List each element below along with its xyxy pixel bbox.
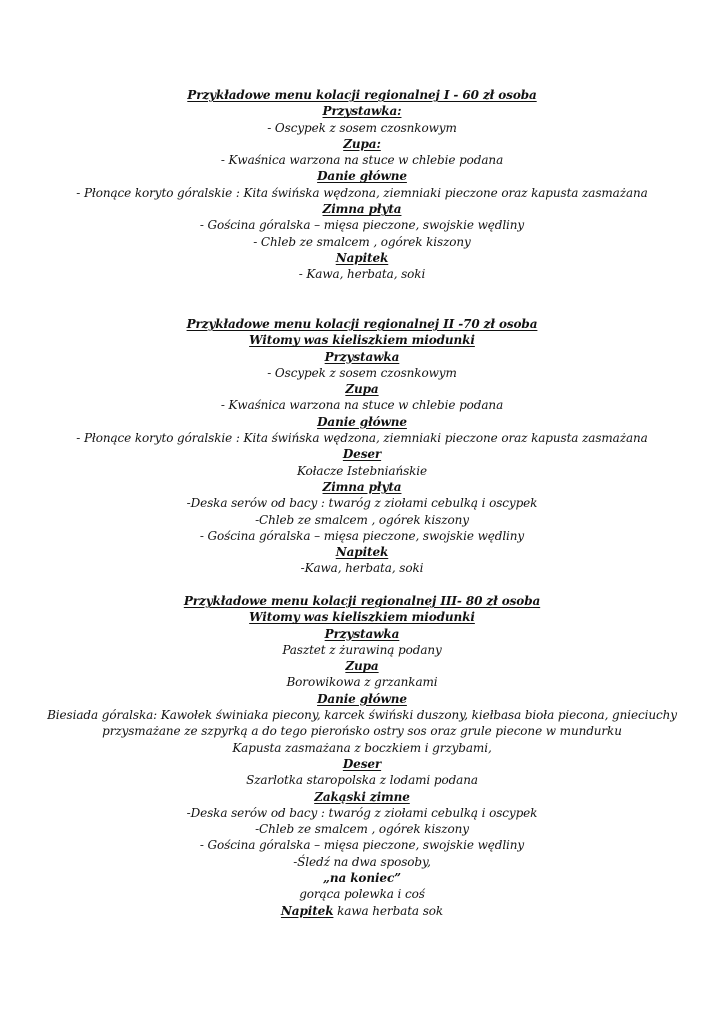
menu-heading: Zakąski zimne [314, 789, 410, 804]
menu-item: - Gościna góralska – mięsa pieczone, swojskie wędliny [199, 838, 525, 853]
menu-heading: Danie główne [317, 414, 407, 429]
menu-lines [0, 332, 724, 576]
menu-item: -Deska serów od bacy : twaróg z ziołami cebulką i oscypek [186, 805, 538, 820]
menu-heading: Witomy was kieliszkiem miodunki [249, 333, 475, 348]
menu-heading: Witomy was kieliszkiem miodunki [249, 610, 475, 625]
menu-item: -Chleb ze smalcem , ogórek kiszony [255, 512, 469, 527]
menu-item: - Kawa, herbata, soki [298, 267, 426, 282]
menu-heading [0, 903, 724, 919]
menu-title: Przykładowe menu kolacji regionalnej III- 80 zł osoba [183, 594, 541, 608]
menu-item: -Kawa, herbata, soki [300, 561, 424, 576]
menu-item: - Gościna góralska – mięsa pieczone, swojskie wędliny [199, 528, 525, 543]
menu-heading: Zimna płyta [322, 202, 402, 217]
menu-item: Szarlotka staropolska z lodami podana [246, 773, 478, 788]
menu-item: Biesiada góralska: Kawołek świniaka piecony, karcek świński duszony, kiełbasa bioła piecona, gnieciuchy przysmażane ze szpyrką a do tego pierońsko ostry sos oraz grule piecone w mundurku [47, 708, 677, 739]
menu-lines [0, 609, 724, 919]
menu-item: gorąca polewka i coś [299, 887, 425, 902]
menu-title: Przykładowe menu kolacji regionalnej I - 60 zł osoba [187, 88, 537, 102]
menu-heading: Zupa [345, 382, 379, 397]
menu-heading: Danie główne [317, 169, 407, 184]
menu-heading: Przystawka [324, 349, 400, 364]
menu-item: Kapusta zasmażana z boczkiem i grzybami, [232, 740, 492, 755]
menu-item: Pasztet z żurawiną podany [282, 642, 442, 657]
menu-item: - Oscypek z sosem czosnkowym [267, 120, 457, 135]
menu-heading-inline: Napitek [280, 903, 334, 918]
menu-heading: Napitek [335, 250, 389, 265]
menu-heading: „na koniec” [323, 871, 401, 886]
menu-title: Przykładowe menu kolacji regionalnej II -70 zł osoba [186, 317, 538, 331]
menu-heading: Przystawka [324, 626, 400, 641]
menu-heading: Danie główne [317, 691, 407, 706]
menu-heading: Zupa: [343, 136, 381, 151]
menu-heading: Przystawka: [322, 104, 402, 119]
menu-item: - Płonące koryto góralskie : Kita świńska wędzona, ziemniaki pieczone oraz kapusta zasmażana [76, 185, 648, 200]
menu-item: Borowikowa z grzankami [286, 675, 438, 690]
menu-item-inline: kawa herbata sok [333, 903, 444, 918]
menu-heading: Zimna płyta [322, 479, 402, 494]
menu-lines [0, 103, 724, 282]
menu-heading: Napitek [335, 545, 389, 560]
menu-item: -Chleb ze smalcem , ogórek kiszony [255, 822, 469, 837]
menu-section-1 [0, 87, 724, 283]
menu-item: - Gościna góralska – mięsa pieczone, swojskie wędliny [199, 218, 525, 233]
menu-section-3 [0, 593, 724, 919]
menu-item: - Oscypek z sosem czosnkowym [267, 365, 457, 380]
menu-heading: Deser [342, 447, 382, 462]
menu-item: - Kwaśnica warzona na stuce w chlebie podana [220, 153, 504, 168]
menu-item: -Śledź na dwa sposoby, [293, 854, 431, 869]
menu-item: - Kwaśnica warzona na stuce w chlebie podana [220, 398, 504, 413]
menu-item: - Chleb ze smalcem , ogórek kiszony [253, 234, 471, 249]
menu-heading: Zupa [345, 659, 379, 674]
menu-item: Kołacze Istebniańskie [296, 463, 428, 478]
menu-item: -Deska serów od bacy : twaróg z ziołami cebulką i oscypek [186, 496, 538, 511]
menu-heading: Deser [342, 756, 382, 771]
menu-item: - Płonące koryto góralskie : Kita świńska wędzona, ziemniaki pieczone oraz kapusta zasmażana [76, 431, 648, 446]
menu-section-2 [0, 316, 724, 577]
